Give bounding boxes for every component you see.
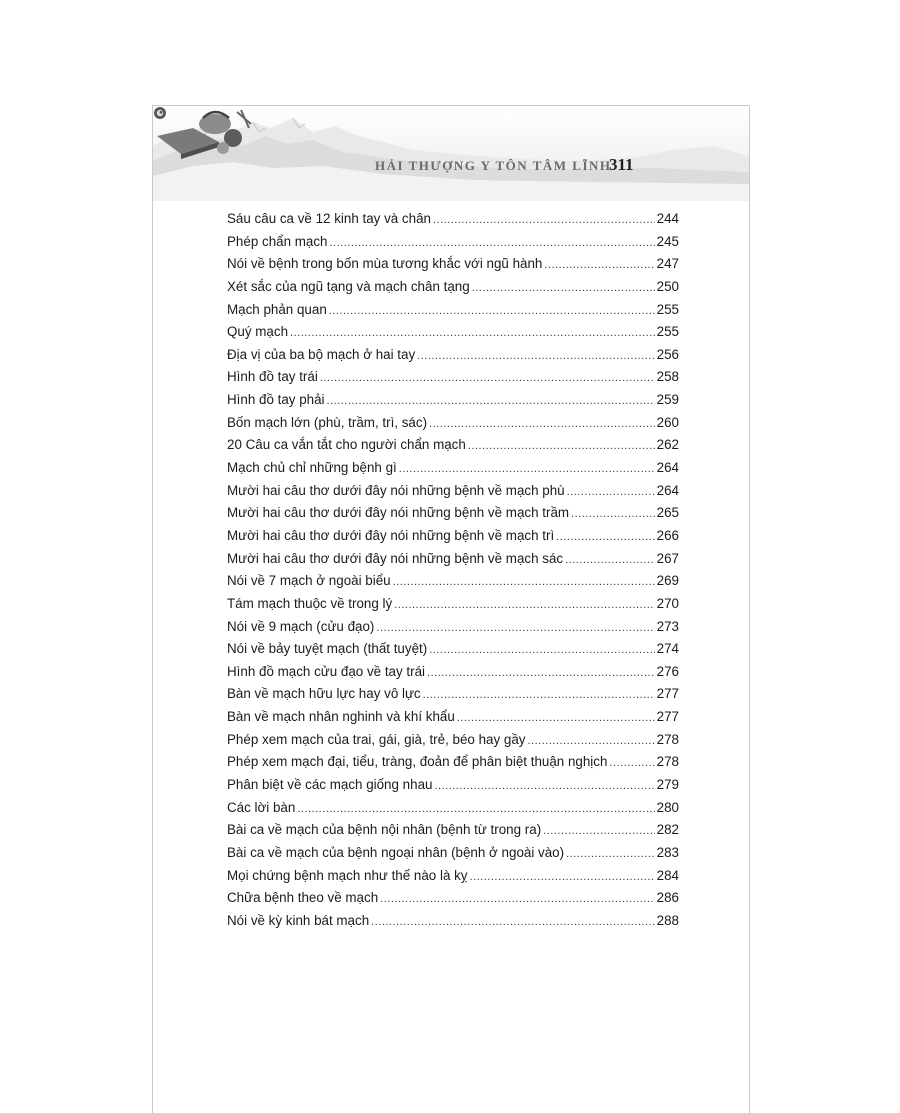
toc-entry-page: 245 (656, 233, 679, 249)
dot-leader (470, 871, 655, 883)
dot-leader (329, 305, 655, 317)
dot-leader (527, 735, 654, 747)
toc-entry (227, 302, 679, 325)
toc-entry-title: Nói về 7 mạch ở ngoài biểu (227, 573, 391, 589)
book-page (152, 105, 750, 1113)
toc-entry-title: Bàn về mạch nhân nghinh và khí khẩu (227, 709, 455, 725)
toc-entry (227, 369, 679, 392)
toc-entry (227, 777, 679, 800)
dot-leader (297, 803, 654, 815)
toc-entry-page: 247 (656, 256, 679, 272)
toc-entry (227, 709, 679, 732)
dot-leader (433, 214, 655, 226)
toc-entry (227, 664, 679, 687)
toc-entry-page: 288 (656, 912, 679, 928)
toc-entry-title: Quý mạch (227, 324, 289, 340)
dot-leader (567, 486, 655, 498)
toc-entry (227, 573, 679, 596)
toc-entry (227, 528, 679, 551)
toc-entry (227, 211, 679, 234)
toc-entry-title: 20 Câu ca vắn tắt cho người chẩn mạch (227, 437, 466, 453)
toc-entry (227, 347, 679, 370)
dot-leader (429, 644, 654, 656)
dot-leader (394, 599, 654, 611)
toc-entry-title: Hình đồ tay trái (227, 369, 318, 385)
toc-entry-page: 278 (656, 754, 679, 770)
toc-entry (227, 800, 679, 823)
toc-entry-title: Hình đồ tay phải (227, 392, 325, 408)
toc-entry-page: 258 (656, 369, 679, 385)
toc-entry-title: Bàn về mạch hữu lực hay vô lực (227, 686, 421, 702)
toc-entry-page: 267 (656, 550, 679, 566)
dot-leader (417, 350, 654, 362)
toc-entry-title: Phân biệt về các mạch giống nhau (227, 777, 433, 793)
toc-entry (227, 234, 679, 257)
toc-entry-page: 277 (656, 686, 679, 702)
toc-entry-title: Tám mạch thuộc về trong lý (227, 595, 393, 611)
dot-leader (427, 667, 655, 679)
toc-entry-title: Nói về kỳ kinh bát mạch (227, 912, 370, 928)
toc-entry (227, 641, 679, 664)
toc-entry-page: 262 (656, 437, 679, 453)
toc-entry-title: Phép chẩn mạch (227, 233, 328, 249)
toc-entry-title: Sáu câu ca về 12 kinh tay và chân (227, 211, 431, 226)
toc-entry-page: 286 (656, 890, 679, 906)
toc-entry-title: Bài ca về mạch của bệnh ngoại nhân (bệnh ở ngoài vào) (227, 844, 565, 860)
dot-leader (565, 554, 655, 566)
toc-entry (227, 324, 679, 347)
toc-entry-page: 282 (656, 822, 679, 838)
dot-leader (399, 463, 655, 475)
toc-entry-title: Nói về 9 mạch (cửu đạo) (227, 618, 375, 634)
dot-leader (468, 440, 655, 452)
dot-leader (544, 259, 654, 271)
toc-entry (227, 437, 679, 460)
toc-entry (227, 392, 679, 415)
toc-entry-page: 264 (656, 460, 679, 476)
dot-leader (371, 916, 655, 928)
toc-entry-page: 255 (656, 324, 679, 340)
toc-entry (227, 732, 679, 755)
table-of-contents (227, 211, 679, 936)
dot-leader (457, 712, 655, 724)
dot-leader (434, 780, 654, 792)
toc-entry-page: 279 (656, 777, 679, 793)
toc-entry-title: Phép xem mạch của trai, gái, già, trẻ, béo hay gầy (227, 731, 526, 747)
toc-entry (227, 619, 679, 642)
toc-entry (227, 505, 679, 528)
toc-entry-title: Mười hai câu thơ dưới đây nói những bệnh về mạch sác (227, 550, 564, 566)
toc-entry-title: Địa vị của ba bộ mạch ở hai tay (227, 346, 416, 362)
medicine-bowl-icon (153, 106, 253, 161)
toc-entry-page: 250 (656, 278, 679, 294)
dot-leader (320, 372, 655, 384)
toc-entry-page: 260 (656, 414, 679, 430)
toc-entry-title: Mạch chủ chỉ những bệnh gì (227, 460, 397, 476)
toc-entry (227, 415, 679, 438)
toc-entry (227, 845, 679, 868)
toc-entry-page: 274 (656, 641, 679, 657)
page-number: 311 (609, 155, 634, 174)
toc-entry-title: Mười hai câu thơ dưới đây nói những bệnh về mạch trầm (227, 505, 570, 521)
dot-leader (571, 508, 655, 520)
dot-leader (609, 757, 654, 769)
dot-leader (376, 622, 654, 634)
toc-entry-page: 278 (656, 731, 679, 747)
toc-entry (227, 460, 679, 483)
toc-entry-page: 255 (656, 301, 679, 317)
dot-leader (429, 418, 655, 430)
toc-entry-page: 276 (656, 663, 679, 679)
dot-leader (380, 893, 655, 905)
toc-entry-title: Mười hai câu thơ dưới đây nói những bệnh về mạch phù (227, 482, 565, 498)
toc-entry-title: Hình đồ mạch cửu đạo về tay trái (227, 663, 426, 679)
toc-entry-page: 259 (656, 392, 679, 408)
toc-entry (227, 256, 679, 279)
toc-entry (227, 754, 679, 777)
toc-entry-title: Nói về bệnh trong bốn mùa tương khắc với ngũ hành (227, 256, 543, 272)
running-title: HẢI THƯỢNG Y TÔN TÂM LĨNH (375, 158, 612, 173)
toc-entry-title: Bốn mạch lớn (phù, trầm, trì, sác) (227, 414, 428, 430)
toc-entry-page: 269 (656, 573, 679, 589)
toc-entry-page: 266 (656, 527, 679, 543)
toc-entry-title: Mọi chứng bệnh mạch như thế nào là kỵ (227, 867, 468, 883)
toc-entry (227, 686, 679, 709)
toc-entry-title: Chữa bệnh theo về mạch (227, 890, 379, 906)
dot-leader (556, 531, 654, 543)
toc-entry (227, 913, 679, 936)
toc-entry-title: Mười hai câu thơ dưới đây nói những bệnh về mạch trì (227, 527, 555, 543)
dot-leader (472, 282, 655, 294)
toc-entry-page: 273 (656, 618, 679, 634)
dot-leader (393, 576, 655, 588)
toc-entry (227, 822, 679, 845)
dot-leader (327, 395, 655, 407)
dot-leader (423, 689, 655, 701)
toc-entry (227, 596, 679, 619)
dot-leader (543, 825, 654, 837)
toc-entry (227, 551, 679, 574)
toc-entry (227, 279, 679, 302)
toc-entry-title: Mạch phản quan (227, 301, 327, 317)
toc-entry-title: Nói về bảy tuyệt mạch (thất tuyệt) (227, 641, 428, 657)
toc-entry (227, 483, 679, 506)
dot-leader (330, 237, 655, 249)
toc-entry-page: 280 (656, 799, 679, 815)
toc-entry-page: 270 (656, 595, 679, 611)
toc-entry-page: 256 (656, 346, 679, 362)
toc-entry (227, 890, 679, 913)
toc-entry-page: 244 (656, 211, 679, 226)
dot-leader (290, 327, 655, 339)
toc-entry-title: Xét sắc của ngũ tạng và mạch chân tạng (227, 278, 470, 294)
toc-entry-page: 277 (656, 709, 679, 725)
dot-leader (566, 848, 655, 860)
toc-entry-title: Phép xem mạch đại, tiểu, tràng, đoản để phân biệt thuận nghịch (227, 754, 608, 770)
toc-entry-title: Bài ca về mạch của bệnh nội nhân (bệnh từ trong ra) (227, 822, 542, 838)
toc-entry-page: 265 (656, 505, 679, 521)
toc-entry-page: 283 (656, 844, 679, 860)
header-banner (153, 106, 749, 201)
toc-entry-title: Các lời bàn (227, 799, 296, 815)
toc-entry-page: 284 (656, 867, 679, 883)
toc-entry (227, 868, 679, 891)
toc-entry-page: 264 (656, 482, 679, 498)
